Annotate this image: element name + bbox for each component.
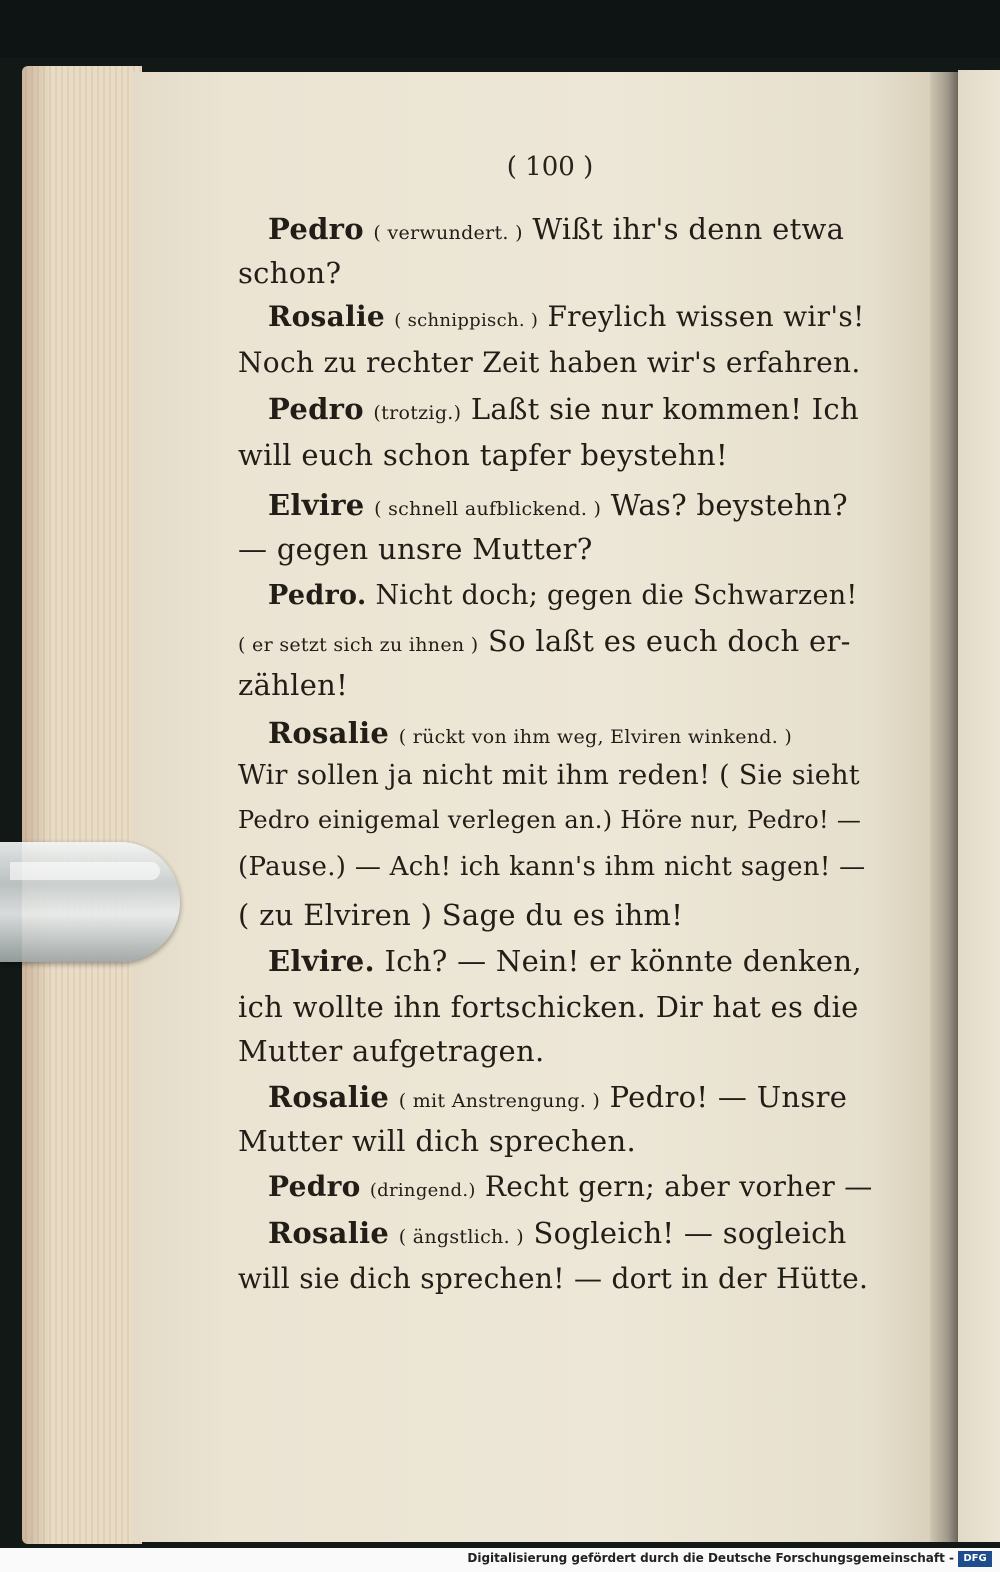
text-line (238, 438, 728, 472)
text-line (238, 1262, 868, 1295)
dialogue-text: Ich? — Nein! er könnte denken, (384, 944, 862, 978)
dialogue-text: (Pause.) — Ach! ich kann's ihm nicht sagen! — (238, 852, 866, 882)
stage-direction: ( mit Anstrengung. ) (398, 1090, 601, 1112)
text-line (238, 346, 861, 379)
text-line (268, 580, 858, 611)
text-line (238, 990, 859, 1024)
stage-direction: ( schnell aufblickend. ) (374, 498, 602, 520)
scan-background-top (0, 0, 1000, 58)
text-line (238, 532, 593, 566)
dialogue-text: Recht gern; aber vorher — (484, 1170, 873, 1203)
dialogue-text: Freylich wissen wir's! (547, 300, 865, 333)
speaker-name: Elvire (268, 488, 365, 522)
dialogue-text: Sogleich! — sogleich (533, 1216, 847, 1250)
page-number: ( 100 ) (506, 152, 594, 182)
speaker-name: Rosalie (268, 716, 390, 750)
page-clip-highlight (10, 862, 160, 880)
stage-direction: ( schnippisch. ) (394, 310, 539, 331)
text-line (238, 1124, 636, 1158)
speaker-name: Rosalie (268, 300, 386, 333)
text-line (238, 624, 851, 658)
dialogue-text: Mutter will dich sprechen. (238, 1124, 637, 1158)
text-line (238, 760, 860, 791)
text-line (268, 1080, 847, 1114)
dialogue-text: Laßt sie nur kommen! Ich (470, 392, 859, 426)
dialogue-text: schon? (238, 256, 342, 290)
speaker-name: Rosalie (268, 1080, 390, 1114)
dialogue-text: Pedro! — Unsre (609, 1080, 848, 1114)
dialogue-text: Pedro einigemal verlegen an.) Höre nur, Pedro! — (238, 806, 862, 834)
speaker-name: Pedro (268, 392, 364, 426)
stage-direction: ( verwundert. ) (373, 222, 523, 244)
stage-direction: ( rückt von ihm weg, Elviren winkend. ) (398, 726, 793, 748)
stage-direction: (trotzig.) (373, 402, 462, 424)
speaker-name: Pedro (268, 212, 364, 246)
dialogue-text: So laßt es euch doch er- (487, 624, 851, 658)
footer-credit: Digitalisierung gefördert durch die Deutsche Forschungsgemeinschaft - (467, 1551, 954, 1565)
speaker-name: Pedro. (268, 580, 367, 611)
page-clip (0, 842, 180, 962)
stage-direction: ( er setzt sich zu ihnen ) (238, 634, 479, 656)
text-line (238, 1034, 544, 1068)
page-edges-shadow (22, 66, 52, 1544)
facing-page-edge (958, 70, 1000, 1542)
speaker-name: Rosalie (268, 1216, 390, 1250)
dialogue-text: zählen! (238, 668, 349, 702)
text-line (268, 212, 844, 246)
dialogue-text: Mutter aufgetragen. (238, 1034, 545, 1068)
text-line (238, 806, 861, 834)
dialogue-text: Wißt ihr's denn etwa (532, 212, 845, 246)
dialogue-text: will euch schon tapfer beystehn! (238, 438, 728, 472)
dialogue-text: Noch zu rechter Zeit haben wir's erfahren. (238, 346, 861, 379)
dialogue-text: ( zu Elviren ) Sage du es ihm! (238, 898, 684, 932)
dialogue-text: Wir sollen ja nicht mit ihm reden! ( Sie sieht (238, 760, 860, 791)
text-line (268, 300, 865, 333)
speaker-name: Pedro (268, 1170, 361, 1203)
text-line (238, 898, 683, 932)
book-gutter (930, 72, 960, 1542)
speaker-name: Elvire. (268, 944, 375, 978)
text-line (238, 852, 865, 882)
text-line (268, 716, 792, 750)
text-line (268, 488, 848, 522)
stage-direction: ( ängstlich. ) (398, 1226, 524, 1248)
dialogue-text: Nicht doch; gegen die Schwarzen! (375, 580, 858, 611)
dialogue-text: — gegen unsre Mutter? (238, 532, 593, 566)
dialogue-text: ich wollte ihn fortschicken. Dir hat es die (238, 990, 859, 1024)
text-line (268, 944, 862, 978)
text-line (238, 668, 348, 702)
text-line (268, 1216, 847, 1250)
dialogue-text: will sie dich sprechen! — dort in der Hütte. (238, 1262, 869, 1295)
stage-direction: (dringend.) (369, 1180, 476, 1201)
text-line (268, 392, 859, 426)
dialogue-text: Was? beystehn? (610, 488, 848, 522)
dfg-logo: DFG (958, 1551, 992, 1567)
text-line (238, 256, 341, 290)
text-line (268, 1170, 873, 1203)
